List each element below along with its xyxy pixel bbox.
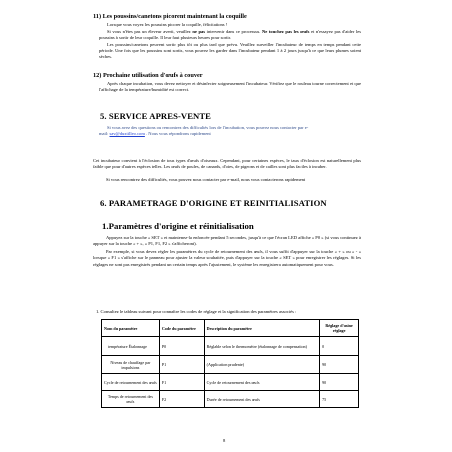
section-11-paragraph-3: Les poussins/canetons peuvent sortir plus tôt ou plus tard que prévu. Veuillez surveiller l'incubateur de temps en temps pendant cette période. Une fois que les poussins sont sortis, vous pouvez les garder dans l'incubateur pendant 1 à 2 jours jusqu'à ce que leurs plumes soient sèches. <box>99 41 361 60</box>
section-6-paragraph-2: Par exemple, si vous devez régler les paramètres du cycle de retournement des œufs, il vous suffit d'appuyer sur la touche « + » ou « - » lorsque « F1 » s'affiche sur le panneau pour ajuster la valeur souhaitée, puis d'appuyer sur la touche « SET » pour enregistrer les réglages. Si les réglages ne sont pas enregistrés pendant un certain temps après l'ajustement, le système les enregistrera automatiquement pour vous. <box>93 249 361 267</box>
section-12-paragraph: Après chaque incubation, vous devez nettoyer et désinfecter soigneusement l'incubateur. Vérifiez que le rouleau tourne correctement et que l'affichage de la température/humidité est correct. <box>99 81 361 93</box>
cell-code: F2 <box>159 391 204 408</box>
section-6-subheading <box>102 221 254 231</box>
cell-description: Réglable selon le thermomètre (étalonnage de compensation) <box>204 337 319 356</box>
cell-name: Cycle de retournement des œufs <box>102 374 160 391</box>
subheading-title: Paramètres d'origine et réinitialisation <box>108 221 254 231</box>
cell-code: P0 <box>159 337 204 356</box>
section-6-paragraph-1: Appuyez sur la touche « SET » et maintenez-la enfoncée pendant 5 secondes, jusqu'à ce que l'écran LED affiche « P0 » (si vous continuez à appuyer sur la touche « + », « P1, F1, F2 » s'afficheront). <box>93 235 361 247</box>
parameter-table <box>101 319 359 408</box>
section-11-heading: 11) Les poussins/canetons picorent maintenant la coquille <box>93 13 247 20</box>
cell-description: (Application prudente) <box>204 356 319 374</box>
intro-paragraph-2: Si vous rencontrez des difficultés, vous pouvez nous contacter par e-mail, nous vous contacterons rapidement <box>106 177 306 182</box>
p2-emphasis-1: ne pas <box>192 28 206 34</box>
header-name: Nom du paramètre <box>102 320 160 337</box>
intro-paragraph-1: Cet incubateur convient à l'éclosion de tous types d'œufs d'oiseaux. Cependant, pour certaines espèces, le taux d'éclosion est naturellement plus faible que pour d'autres espèces telles. Les œufs de poules, de canards, d'oies, de pigeons et de cailles sont plus faciles à incuber. <box>93 158 361 170</box>
p2-text-b: intervenir dans ce processus. <box>205 28 262 34</box>
page-number: 8 <box>223 438 226 443</box>
section-6-heading: 6. PARAMETRAGE D'ORIGINE ET REINITIALISATION <box>100 198 327 208</box>
section-5-contact-text <box>99 125 361 138</box>
section-12-heading: 12) Prochaine utilisation d'œufs à couver <box>93 72 203 79</box>
section-5-heading: 5. SERVICE APRES-VENTE <box>100 111 212 121</box>
table-row <box>102 356 359 374</box>
cell-code: F1 <box>159 374 204 391</box>
table-row <box>102 391 359 408</box>
p2-text-a: Si vous n'êtes pas un éleveur averti, veuillez <box>107 28 193 34</box>
section-11-paragraph-2 <box>99 29 361 42</box>
cell-value: 90 <box>320 374 359 391</box>
table-header-row <box>102 320 359 337</box>
header-description: Description du paramètre <box>204 320 319 337</box>
subheading-number: 1. <box>102 221 109 231</box>
cell-value: 75 <box>320 391 359 408</box>
email-suffix: . Nous vous répondrons rapidement <box>144 131 211 137</box>
section-11-paragraph-1 <box>107 22 367 28</box>
p2-emphasis-2: Ne touchez pas les œufs <box>262 28 310 34</box>
header-factory-setting: Réglage d'usine réglage <box>320 320 359 337</box>
cell-description: Durée de retournement des œufs <box>204 391 319 408</box>
cell-name: température Étalonnage <box>102 337 160 356</box>
cell-name: Niveau de chauffage par impulsions <box>102 356 160 374</box>
cell-value: 90 <box>320 356 359 374</box>
email-link[interactable]: sav@duxtilleo.com <box>109 131 145 137</box>
cell-name: Temps de retournement des œufs <box>102 391 160 408</box>
email-prefix: mail: <box>99 131 110 137</box>
contact-line-1: Si vous avez des questions ou rencontrez des difficultés lors de l'incubation, vous pouvez nous contacter par e- <box>107 125 309 130</box>
table-row <box>102 374 359 391</box>
cell-code: P1 <box>159 356 204 374</box>
cell-value: 0 <box>320 337 359 356</box>
contact-line-2 <box>99 131 361 137</box>
header-code: Code du paramètre <box>159 320 204 337</box>
section-6-list-item-1: 1. Consultez le tableau suivant pour connaître les codes de réglage et la signification des paramètres associés : <box>96 309 297 314</box>
section-11-p1-text: Lorsque vous voyez les poussins picorer la coquille, félicitations ! <box>107 22 228 27</box>
cell-description: Cycle de retournement des œufs <box>204 374 319 391</box>
p2-text-c: et n'essayez pas d'aider les poussins à sortir de leur coquille. Il leur faut plusieurs heures pour sortir. <box>99 28 361 40</box>
table-row <box>102 337 359 356</box>
